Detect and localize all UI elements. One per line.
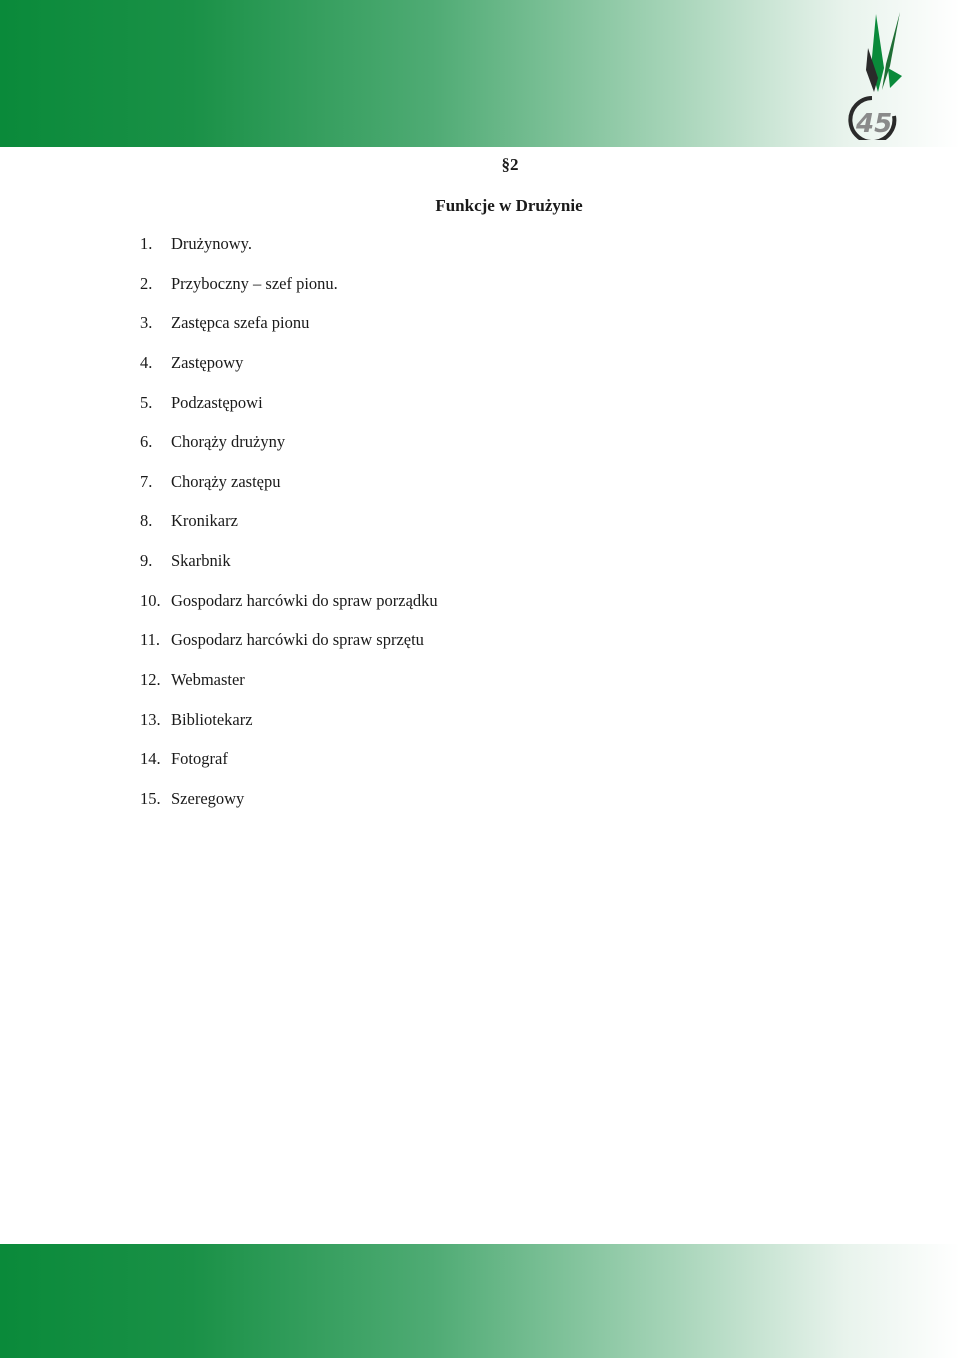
list-item [140,353,438,393]
item-number: 10. [140,590,161,610]
item-label: Podzastępowi [171,392,263,412]
item-label: Chorąży zastępu [171,471,281,491]
item-number: 5. [140,392,153,412]
svg-text:45: 45 [856,109,893,139]
item-label: Przyboczny – szef pionu. [171,273,338,293]
item-label: Skarbnik [171,551,231,571]
item-number: 11. [140,630,161,650]
header-band [0,0,960,147]
list-item [140,551,438,591]
item-number: 2. [140,273,153,293]
item-label: Gospodarz harcówki do spraw sprzętu [171,630,424,650]
list-item [140,432,438,472]
item-label: Fotograf [171,749,228,769]
list-item [140,472,438,512]
item-number: 13. [140,709,161,729]
list-item [140,313,438,353]
list-item [140,393,438,433]
list-item [140,710,438,750]
list-item [140,749,438,789]
troop-logo-icon [838,8,904,140]
footer-band [0,1244,960,1358]
item-number: 1. [140,234,153,253]
item-number: 6. [140,432,153,452]
item-number: 14. [140,749,161,769]
list-item [140,789,438,829]
item-label: Webmaster [171,670,245,690]
item-label: Drużynowy. [171,234,252,253]
item-number: 3. [140,313,153,333]
item-label: Zastępowy [171,352,244,372]
list-item [140,511,438,551]
item-label: Chorąży drużyny [171,432,286,452]
item-number: 7. [140,471,153,491]
item-number: 4. [140,352,153,372]
list-item [140,670,438,710]
list-item [140,234,438,274]
item-label: Szeregowy [171,788,245,808]
item-number: 8. [140,511,153,531]
item-label: Kronikarz [171,511,238,531]
item-number: 12. [140,670,161,690]
functions-list [140,234,438,829]
list-item [140,274,438,314]
item-number: 9. [140,551,153,571]
section-number: §2 [501,155,519,174]
list-item [140,591,438,631]
section-title: Funkcje w Drużynie [435,196,583,215]
item-label: Zastępca szefa pionu [171,313,310,333]
list-item [140,630,438,670]
item-label: Bibliotekarz [171,709,253,729]
item-label: Gospodarz harcówki do spraw porządku [171,590,438,610]
item-number: 15. [140,788,161,808]
